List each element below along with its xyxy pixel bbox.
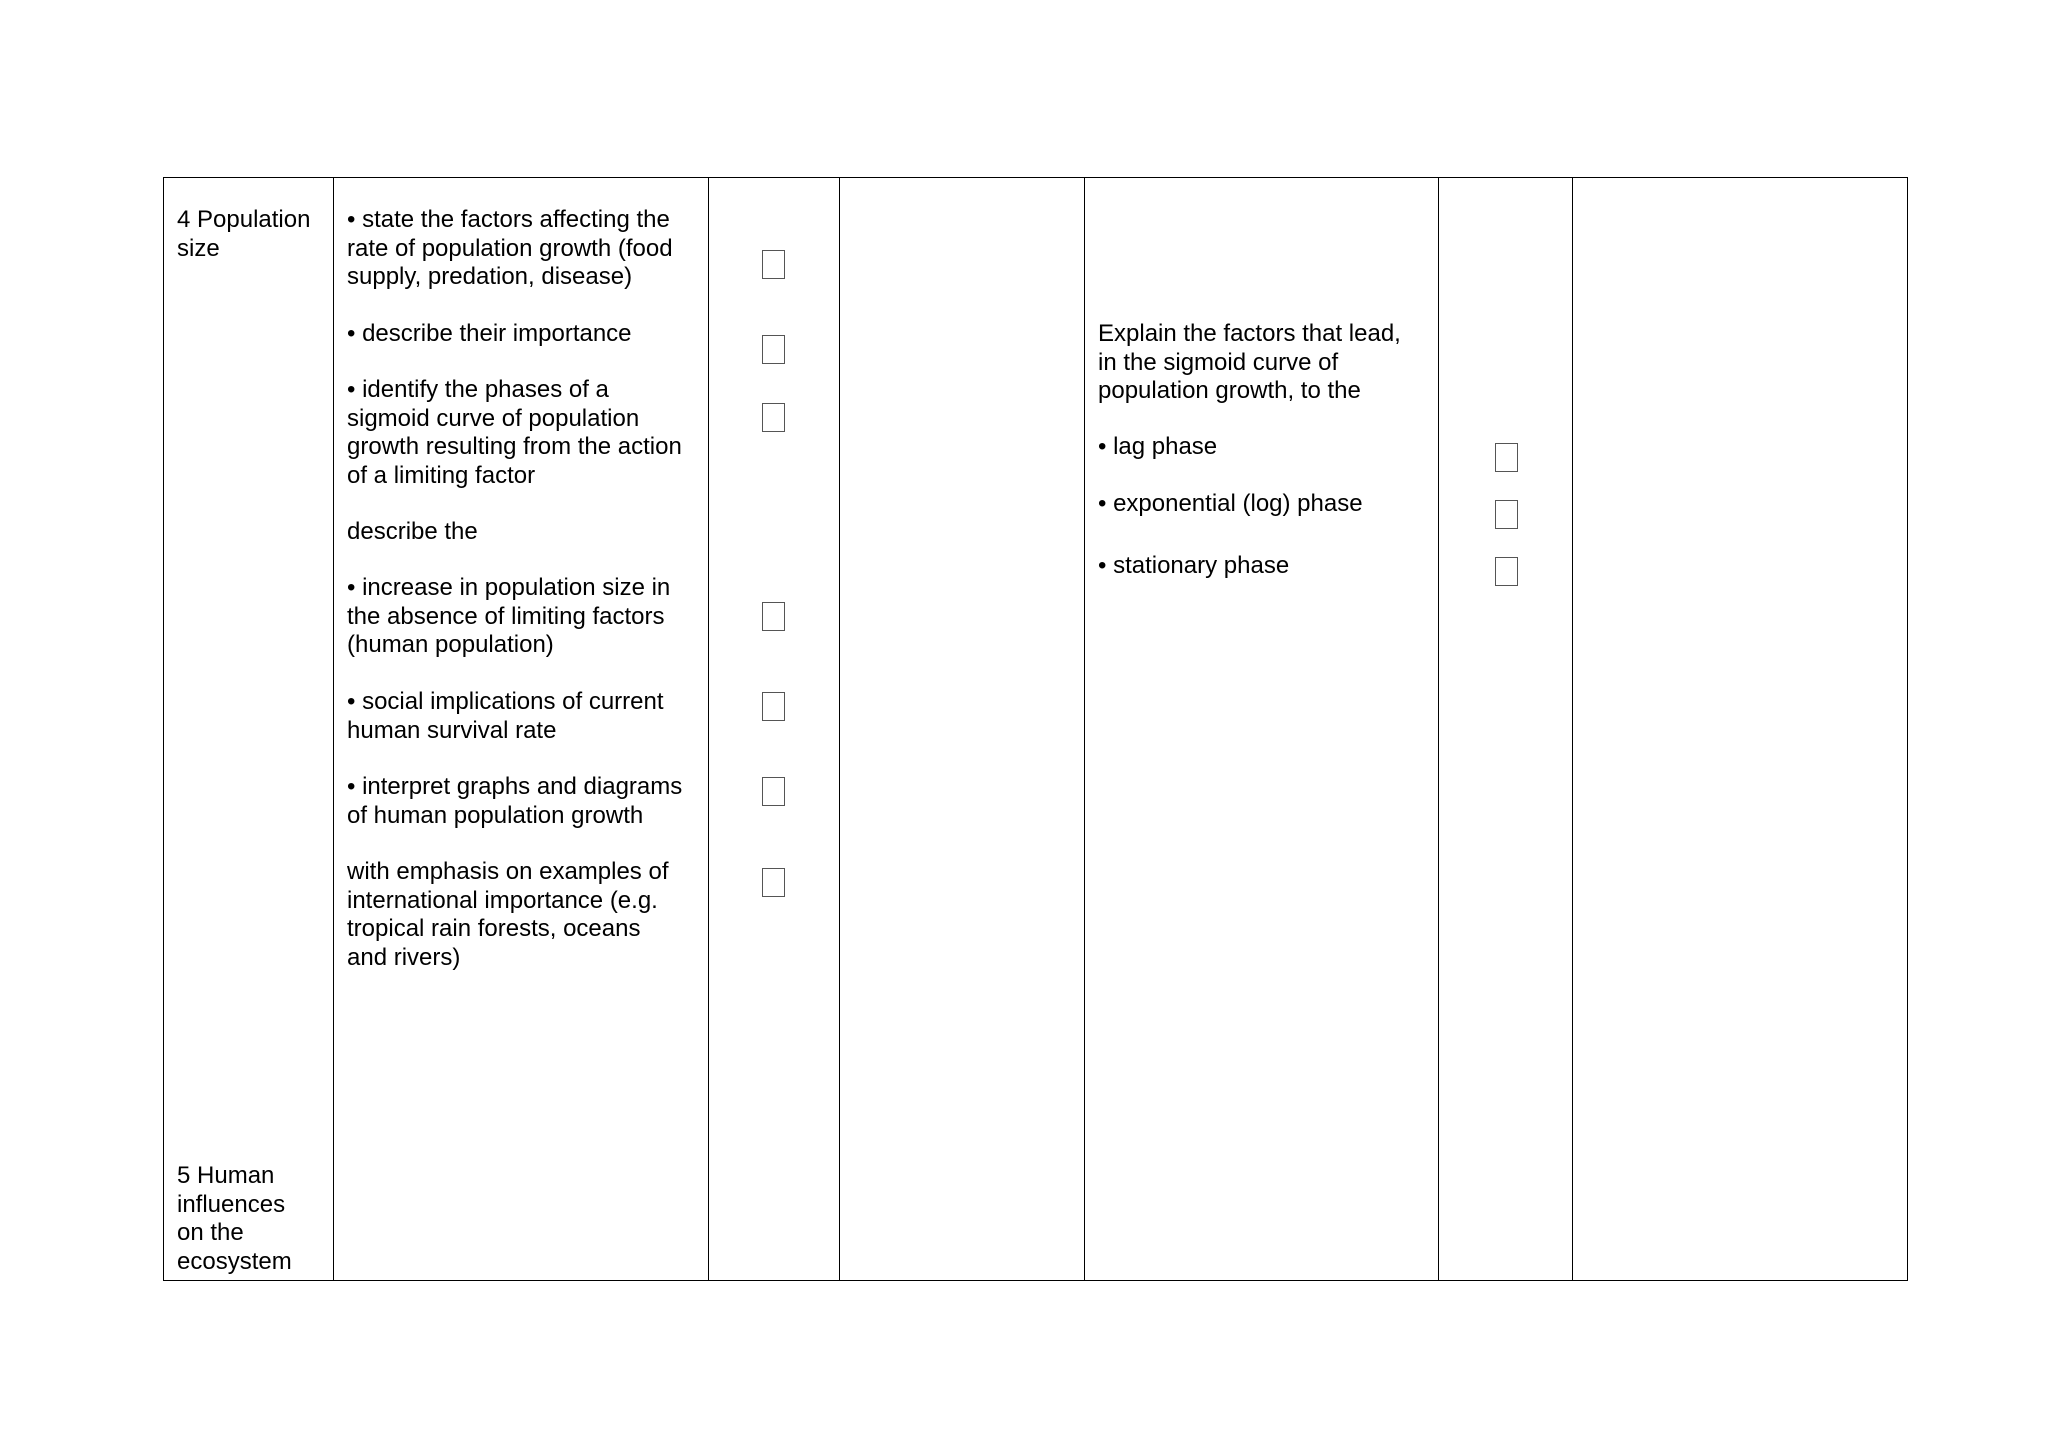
column-divider xyxy=(839,178,840,1280)
core-objective-item: • describe their importance xyxy=(347,320,632,347)
core-checkbox[interactable] xyxy=(762,250,785,279)
core-checkbox[interactable] xyxy=(762,335,785,364)
core-checkbox[interactable] xyxy=(762,692,785,721)
column-divider xyxy=(1084,178,1085,1280)
topic-human-influences: 5 Human influences on the ecosystem xyxy=(177,1162,292,1275)
core-objective-item: • interpret graphs and diagrams of human population growth xyxy=(347,773,683,829)
extended-objective-item: • lag phase xyxy=(1098,433,1218,460)
extended-checkbox[interactable] xyxy=(1495,500,1518,529)
extended-objective-item: • stationary phase xyxy=(1098,552,1290,579)
core-checkbox[interactable] xyxy=(762,868,785,897)
extended-objective-item: • exponential (log) phase xyxy=(1098,490,1363,517)
core-objective-item: • social implications of current human survival rate xyxy=(347,688,664,744)
column-divider xyxy=(708,178,709,1280)
core-objective-item: • identify the phases of a sigmoid curve of population growth resulting from the action of a limiting factor xyxy=(347,376,682,489)
topic-population-size: 4 Population size xyxy=(177,206,311,262)
column-divider xyxy=(1572,178,1573,1280)
core-objective-item: describe the xyxy=(347,518,478,545)
core-checkbox[interactable] xyxy=(762,777,785,806)
extended-objective-intro: Explain the factors that lead, in the sigmoid curve of population growth, to the xyxy=(1098,320,1401,404)
column-divider xyxy=(333,178,334,1280)
extended-checkbox[interactable] xyxy=(1495,557,1518,586)
core-objective-item: • increase in population size in the absence of limiting factors (human population) xyxy=(347,574,671,658)
column-divider xyxy=(1438,178,1439,1280)
core-objective-item: with emphasis on examples of international importance (e.g. tropical rain forests, oceans and rivers) xyxy=(347,858,669,971)
core-checkbox[interactable] xyxy=(762,403,785,432)
extended-checkbox[interactable] xyxy=(1495,443,1518,472)
core-checkbox[interactable] xyxy=(762,602,785,631)
core-objective-item: • state the factors affecting the rate of population growth (food supply, predation, disease) xyxy=(347,206,673,290)
